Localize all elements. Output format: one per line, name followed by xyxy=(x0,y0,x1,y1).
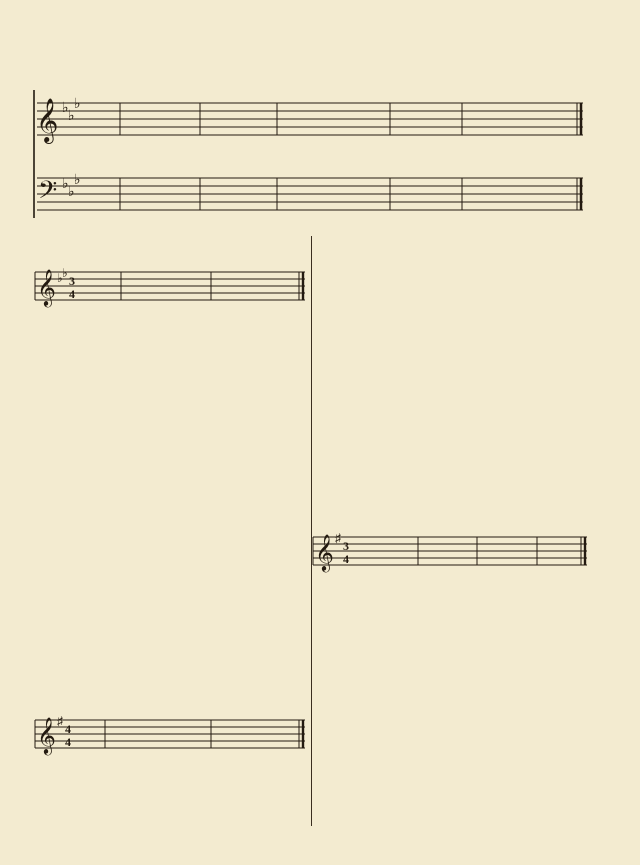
svg-text:3: 3 xyxy=(343,539,349,553)
svg-text:♯: ♯ xyxy=(57,714,63,728)
svg-text:𝄞: 𝄞 xyxy=(36,98,59,142)
svg-text:𝄞: 𝄞 xyxy=(37,269,56,305)
svg-text:4: 4 xyxy=(343,552,349,566)
column-divider xyxy=(311,236,312,826)
svg-text:♯: ♯ xyxy=(335,531,341,545)
svg-text:𝄞: 𝄞 xyxy=(315,534,334,570)
svg-text:♭: ♭ xyxy=(62,176,69,192)
hymn-124-staff xyxy=(35,262,335,312)
hymn-126-staff xyxy=(313,527,603,577)
svg-text:𝄞: 𝄞 xyxy=(37,717,56,753)
svg-text:♭: ♭ xyxy=(74,172,81,188)
svg-text:𝄢: 𝄢 xyxy=(38,176,58,211)
svg-text:♭: ♭ xyxy=(62,266,68,280)
svg-text:♭: ♭ xyxy=(57,271,63,285)
svg-text:3: 3 xyxy=(69,274,75,288)
top-music-score xyxy=(0,0,640,230)
svg-text:♭: ♭ xyxy=(68,108,75,124)
svg-text:♭: ♭ xyxy=(74,96,81,112)
svg-text:4: 4 xyxy=(65,722,71,736)
hymn-125-staff xyxy=(35,710,335,760)
svg-text:4: 4 xyxy=(65,735,71,749)
svg-text:♭: ♭ xyxy=(62,100,69,116)
svg-text:4: 4 xyxy=(69,287,75,301)
svg-text:♭: ♭ xyxy=(68,184,75,200)
